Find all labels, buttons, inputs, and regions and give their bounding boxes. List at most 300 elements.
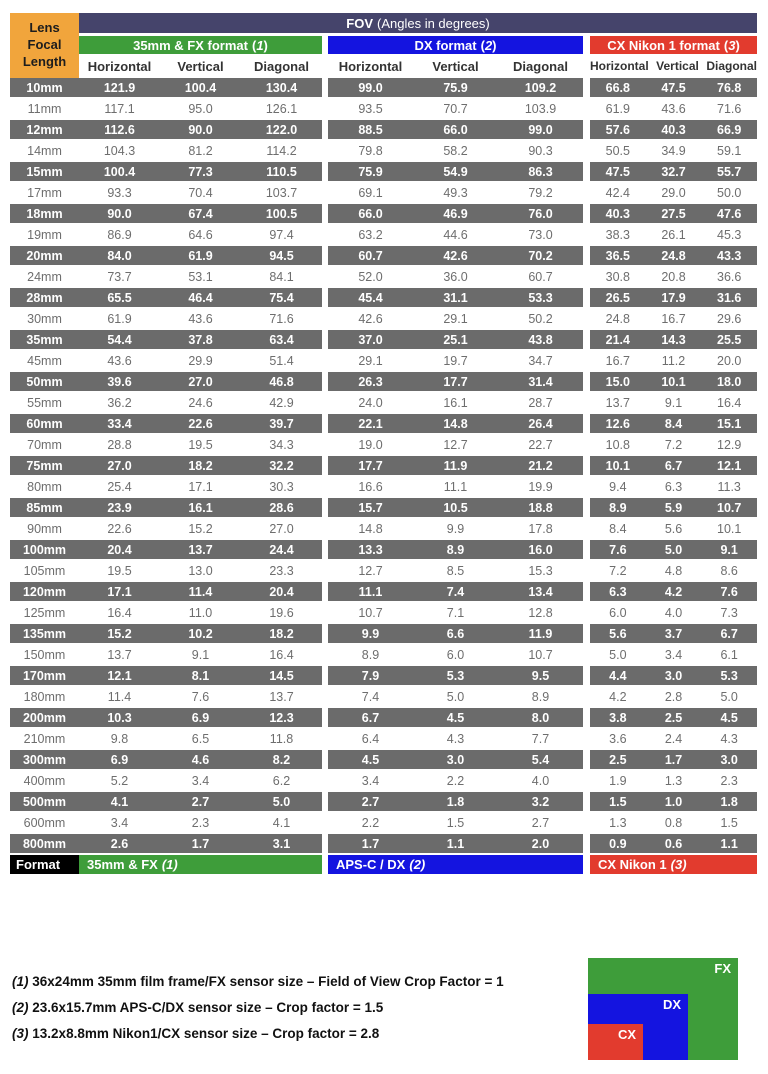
row-block-cx xyxy=(590,666,757,685)
row-block-dx xyxy=(328,330,583,349)
fov-value-cell: 97.4 xyxy=(269,227,294,242)
row-block-cx xyxy=(590,477,757,496)
row-block-dx xyxy=(328,225,583,244)
dx-header-label: DX format xyxy=(414,37,477,53)
row-block-dx xyxy=(328,141,583,160)
fov-value-cell: 73.7 xyxy=(107,269,132,284)
table-body xyxy=(10,78,757,853)
fov-value-cell: 75.9 xyxy=(443,80,468,95)
fov-value-cell: 8.1 xyxy=(191,668,210,683)
row-block-dx xyxy=(328,162,583,181)
fov-value-cell: 7.4 xyxy=(361,689,380,704)
fov-value-cell: 47.5 xyxy=(661,80,686,95)
row-block-cx xyxy=(590,645,757,664)
fov-value-cell: 12.7 xyxy=(443,437,468,452)
focal-length-cell: 70mm xyxy=(27,437,62,452)
fov-value-cell: 9.5 xyxy=(531,668,550,683)
fov-value-cell: 71.6 xyxy=(269,311,294,326)
fov-value-cell: 2.3 xyxy=(720,773,738,788)
row-block-fx xyxy=(10,162,322,181)
fov-value-cell: 6.0 xyxy=(609,605,627,620)
dx-sensor-label: DX xyxy=(662,997,681,1012)
fov-value-cell: 93.5 xyxy=(358,101,383,116)
row-block-cx xyxy=(590,225,757,244)
fov-value-cell: 79.2 xyxy=(528,185,553,200)
fov-value-cell: 57.6 xyxy=(605,122,630,137)
focal-length-cell: 15mm xyxy=(26,164,63,179)
corner-line-2: Focal xyxy=(27,37,62,53)
fov-value-cell: 100.4 xyxy=(103,164,136,179)
fov-value-cell: 12.9 xyxy=(717,437,742,452)
fov-value-cell: 5.0 xyxy=(664,542,683,557)
fov-value-cell: 2.5 xyxy=(609,752,627,767)
fov-value-cell: 50.5 xyxy=(605,143,630,158)
fov-value-cell: 90.0 xyxy=(107,206,132,221)
fov-value-cell: 7.9 xyxy=(361,668,380,683)
fov-value-cell: 3.0 xyxy=(446,752,465,767)
row-block-dx xyxy=(328,603,583,622)
row-block-fx xyxy=(10,456,322,475)
subheaders-fx xyxy=(79,59,322,74)
fov-value-cell: 1.5 xyxy=(720,815,738,830)
fov-value-cell: 11.9 xyxy=(443,458,468,473)
col-horizontal: Horizontal xyxy=(87,58,152,74)
fov-value-cell: 25.4 xyxy=(107,479,132,494)
focal-length-cell: 170mm xyxy=(22,668,67,683)
fov-value-cell: 16.6 xyxy=(358,479,383,494)
fov-value-cell: 90.0 xyxy=(188,122,213,137)
fov-value-cell: 64.6 xyxy=(188,227,213,242)
sensor-size-diagram xyxy=(588,958,738,1060)
table-header xyxy=(10,13,757,78)
fov-value-cell: 61.9 xyxy=(605,101,630,116)
row-block-dx xyxy=(328,267,583,286)
row-block-fx xyxy=(10,561,322,580)
focal-length-cell: 105mm xyxy=(23,563,66,578)
row-block-dx xyxy=(328,519,583,538)
fov-value-cell: 47.6 xyxy=(717,206,742,221)
fov-value-cell: 79.8 xyxy=(358,143,383,158)
fov-value-cell: 30.3 xyxy=(269,479,294,494)
table-row xyxy=(10,477,757,496)
row-block-dx xyxy=(328,498,583,517)
fov-value-cell: 6.3 xyxy=(609,584,627,599)
focal-length-cell: 28mm xyxy=(26,290,63,305)
focal-length-cell: 45mm xyxy=(27,353,62,368)
row-block-dx xyxy=(328,687,583,706)
fov-value-cell: 103.9 xyxy=(524,101,557,116)
fov-value-cell: 117.1 xyxy=(104,101,135,116)
fov-value-cell: 51.4 xyxy=(269,353,294,368)
row-block-fx xyxy=(10,141,322,160)
fov-value-cell: 42.6 xyxy=(443,248,468,263)
row-block-cx xyxy=(590,540,757,559)
corner-line-3: Length xyxy=(22,53,67,69)
fov-value-cell: 5.6 xyxy=(664,521,683,536)
table-row xyxy=(10,666,757,685)
fov-value-cell: 6.1 xyxy=(720,647,738,662)
fov-title-rest: (Angles in degrees) xyxy=(377,15,490,31)
fov-value-cell: 86.3 xyxy=(528,164,553,179)
row-block-dx xyxy=(328,582,583,601)
fov-value-cell: 16.4 xyxy=(269,647,294,662)
col-vertical: Vertical xyxy=(432,58,479,74)
fov-value-cell: 16.7 xyxy=(605,353,630,368)
fov-value-cell: 75.9 xyxy=(358,164,383,179)
fov-value-cell: 19.5 xyxy=(107,563,132,578)
fov-value-cell: 2.7 xyxy=(531,815,550,830)
fov-value-cell: 33.4 xyxy=(107,416,132,431)
row-block-cx xyxy=(590,498,757,517)
fov-value-cell: 27.0 xyxy=(107,458,132,473)
fov-value-cell: 34.3 xyxy=(269,437,294,452)
row-block-dx xyxy=(328,813,583,832)
fov-value-cell: 21.4 xyxy=(605,332,630,347)
fov-value-cell: 6.4 xyxy=(361,731,380,746)
fov-value-cell: 45.4 xyxy=(358,290,383,305)
row-block-cx xyxy=(590,813,757,832)
row-block-dx xyxy=(328,246,583,265)
fov-value-cell: 12.7 xyxy=(358,563,383,578)
fov-value-cell: 7.2 xyxy=(664,437,683,452)
fov-value-cell: 46.4 xyxy=(188,290,213,305)
fov-value-cell: 2.4 xyxy=(664,731,683,746)
fov-value-cell: 8.6 xyxy=(720,563,738,578)
table-row xyxy=(10,729,757,748)
fov-value-cell: 16.0 xyxy=(528,542,553,557)
fov-value-cell: 3.2 xyxy=(531,794,550,809)
fov-title-bar xyxy=(79,13,757,33)
table-row xyxy=(10,393,757,412)
focal-length-cell: 90mm xyxy=(27,521,62,536)
fov-value-cell: 17.7 xyxy=(358,458,383,473)
fov-value-cell: 10.7 xyxy=(717,500,742,515)
footnotes xyxy=(12,974,504,1052)
fov-value-cell: 7.4 xyxy=(446,584,465,599)
fov-value-cell: 21.2 xyxy=(528,458,553,473)
row-block-fx xyxy=(10,78,322,97)
row-block-dx xyxy=(328,435,583,454)
fov-value-cell: 54.9 xyxy=(443,164,468,179)
fov-value-cell: 50.0 xyxy=(717,185,742,200)
fov-value-cell: 110.5 xyxy=(266,164,297,179)
fov-value-cell: 7.3 xyxy=(720,605,738,620)
focal-length-cell: 300mm xyxy=(22,752,67,767)
fov-value-cell: 20.8 xyxy=(661,269,686,284)
fov-value-cell: 25.1 xyxy=(443,332,468,347)
fov-value-cell: 19.6 xyxy=(269,605,294,620)
fov-value-cell: 3.8 xyxy=(609,710,627,725)
fov-value-cell: 36.6 xyxy=(717,269,742,284)
focal-length-cell: 180mm xyxy=(23,689,66,704)
fov-value-cell: 15.3 xyxy=(528,563,553,578)
fov-value-cell: 10.1 xyxy=(605,458,630,473)
table-row xyxy=(10,750,757,769)
fov-value-cell: 53.3 xyxy=(528,290,553,305)
col-vertical: Vertical xyxy=(656,59,699,73)
format-header-row xyxy=(79,36,757,54)
fov-value-cell: 38.3 xyxy=(605,227,630,242)
fov-value-cell: 18.0 xyxy=(717,374,742,389)
fov-value-cell: 70.7 xyxy=(443,101,468,116)
fov-value-cell: 12.1 xyxy=(107,668,132,683)
row-block-cx xyxy=(590,771,757,790)
fov-value-cell: 2.6 xyxy=(110,836,129,851)
fov-value-cell: 4.5 xyxy=(361,752,380,767)
row-block-cx xyxy=(590,288,757,307)
table-row xyxy=(10,309,757,328)
table-row xyxy=(10,288,757,307)
fov-value-cell: 2.2 xyxy=(446,773,465,788)
fov-value-cell: 13.4 xyxy=(528,584,553,599)
corner-line-1: Lens xyxy=(29,20,60,36)
focal-length-cell: 18mm xyxy=(26,206,63,221)
fov-value-cell: 43.8 xyxy=(528,332,553,347)
row-block-fx xyxy=(10,204,322,223)
fov-value-cell: 34.7 xyxy=(528,353,553,368)
row-block-cx xyxy=(590,582,757,601)
fov-value-cell: 59.1 xyxy=(717,143,742,158)
focal-length-cell: 35mm xyxy=(26,332,63,347)
fov-value-cell: 5.3 xyxy=(446,668,465,683)
fov-value-cell: 7.7 xyxy=(531,731,550,746)
col-diagonal: Diagonal xyxy=(706,59,757,73)
fov-value-cell: 13.7 xyxy=(188,542,213,557)
fov-value-cell: 99.0 xyxy=(528,122,553,137)
fov-value-cell: 86.9 xyxy=(107,227,132,242)
row-block-cx xyxy=(590,456,757,475)
focal-length-cell: 24mm xyxy=(27,269,62,284)
fov-value-cell: 26.5 xyxy=(605,290,630,305)
col-diagonal: Diagonal xyxy=(254,58,309,74)
cx-sensor-rect xyxy=(588,1024,643,1060)
fov-value-cell: 4.8 xyxy=(664,563,683,578)
fov-value-cell: 4.5 xyxy=(446,710,465,725)
fov-value-cell: 7.6 xyxy=(720,584,738,599)
fov-value-cell: 8.9 xyxy=(446,542,465,557)
fov-value-cell: 24.8 xyxy=(661,248,686,263)
row-block-cx xyxy=(590,729,757,748)
fov-value-cell: 2.3 xyxy=(191,815,210,830)
fov-value-cell: 104.3 xyxy=(103,143,136,158)
fov-value-cell: 11.1 xyxy=(443,479,468,494)
fov-value-cell: 14.3 xyxy=(661,332,686,347)
row-block-cx xyxy=(590,141,757,160)
row-block-fx xyxy=(10,330,322,349)
table-row xyxy=(10,771,757,790)
fov-value-cell: 3.4 xyxy=(191,773,210,788)
fov-value-cell: 42.4 xyxy=(605,185,630,200)
fov-value-cell: 17.1 xyxy=(188,479,213,494)
fov-value-cell: 81.2 xyxy=(188,143,213,158)
fov-value-cell: 122.0 xyxy=(265,122,298,137)
row-block-dx xyxy=(328,414,583,433)
fov-value-cell: 23.9 xyxy=(107,500,132,515)
fov-value-cell: 6.2 xyxy=(272,773,291,788)
fov-value-cell: 24.6 xyxy=(188,395,213,410)
row-block-dx xyxy=(328,183,583,202)
fov-value-cell: 37.0 xyxy=(358,332,383,347)
fov-value-cell: 2.2 xyxy=(361,815,380,830)
fov-value-cell: 73.0 xyxy=(528,227,553,242)
fov-value-cell: 20.4 xyxy=(269,584,294,599)
cx-sensor-label: CX xyxy=(617,1027,636,1042)
row-block-dx xyxy=(328,78,583,97)
fov-value-cell: 28.8 xyxy=(107,437,132,452)
row-block-dx xyxy=(328,372,583,391)
fov-value-cell: 6.6 xyxy=(446,626,465,641)
fov-value-cell: 2.8 xyxy=(664,689,683,704)
fov-value-cell: 13.7 xyxy=(269,689,294,704)
row-block-fx xyxy=(10,813,322,832)
fov-value-cell: 8.0 xyxy=(531,710,550,725)
focal-length-cell: 125mm xyxy=(23,605,66,620)
fov-value-cell: 5.0 xyxy=(446,689,465,704)
fov-value-cell: 7.6 xyxy=(191,689,210,704)
focal-length-cell: 14mm xyxy=(27,143,62,158)
fov-value-cell: 45.3 xyxy=(717,227,742,242)
row-block-fx xyxy=(10,750,322,769)
fov-value-cell: 84.1 xyxy=(269,269,294,284)
table-row xyxy=(10,351,757,370)
row-block-fx xyxy=(10,540,322,559)
fov-value-cell: 6.9 xyxy=(110,752,129,767)
fov-value-cell: 10.7 xyxy=(358,605,383,620)
fov-value-cell: 31.4 xyxy=(528,374,553,389)
fov-value-cell: 109.2 xyxy=(524,80,557,95)
fov-value-cell: 5.6 xyxy=(609,626,627,641)
footnote-1: (1) 36x24mm 35mm film frame/FX sensor size – Field of View Crop Factor = 1 xyxy=(12,974,504,989)
fov-value-cell: 55.7 xyxy=(717,164,742,179)
footnote-2: (2) 23.6x15.7mm APS-C/DX sensor size – Crop factor = 1.5 xyxy=(12,1000,384,1015)
table-row xyxy=(10,498,757,517)
focal-length-cell: 85mm xyxy=(26,500,63,515)
focal-length-cell: 50mm xyxy=(26,374,63,389)
fov-value-cell: 15.1 xyxy=(717,416,742,431)
fov-value-cell: 10.2 xyxy=(188,626,213,641)
fov-value-cell: 14.8 xyxy=(358,521,383,536)
fov-value-cell: 19.5 xyxy=(188,437,213,452)
row-block-dx xyxy=(328,561,583,580)
focal-length-cell: 19mm xyxy=(27,227,62,242)
fov-value-cell: 10.1 xyxy=(717,521,742,536)
fov-value-cell: 0.6 xyxy=(664,836,683,851)
fov-value-cell: 14.8 xyxy=(443,416,468,431)
fov-value-cell: 39.7 xyxy=(269,416,294,431)
row-block-cx xyxy=(590,183,757,202)
fov-value-cell: 28.7 xyxy=(528,395,553,410)
table-row xyxy=(10,582,757,601)
fov-value-cell: 0.9 xyxy=(609,836,627,851)
focal-length-cell: 150mm xyxy=(23,647,66,662)
fov-value-cell: 126.1 xyxy=(265,101,298,116)
format-footer-cx: CX Nikon 1 (3) xyxy=(590,855,757,874)
focal-length-cell: 210mm xyxy=(23,731,66,746)
format-footer-dx: APS-C / DX (2) xyxy=(328,855,583,874)
fov-value-cell: 10.8 xyxy=(605,437,630,452)
fov-value-cell: 53.1 xyxy=(188,269,213,284)
fov-value-cell: 112.6 xyxy=(104,122,135,137)
fov-value-cell: 94.5 xyxy=(269,248,294,263)
row-block-fx xyxy=(10,687,322,706)
fov-value-cell: 27.0 xyxy=(188,374,213,389)
fov-value-cell: 29.0 xyxy=(661,185,686,200)
fov-value-cell: 50.2 xyxy=(528,311,553,326)
fov-value-cell: 18.2 xyxy=(269,626,294,641)
fov-value-cell: 99.0 xyxy=(358,80,383,95)
fov-value-cell: 8.9 xyxy=(609,500,627,515)
format-group-header-dx: DX format (2) xyxy=(328,36,583,54)
fov-value-cell: 3.4 xyxy=(361,773,380,788)
row-block-fx xyxy=(10,708,322,727)
col-horizontal: Horizontal xyxy=(590,59,649,73)
fov-value-cell: 7.1 xyxy=(446,605,465,620)
fov-value-cell: 11.1 xyxy=(358,584,383,599)
fov-value-cell: 54.4 xyxy=(107,332,132,347)
row-block-dx xyxy=(328,288,583,307)
fov-value-cell: 44.6 xyxy=(443,227,468,242)
fov-value-cell: 1.0 xyxy=(664,794,683,809)
fov-value-cell: 63.2 xyxy=(358,227,383,242)
table-row xyxy=(10,792,757,811)
fov-value-cell: 12.3 xyxy=(269,710,294,725)
fov-value-cell: 4.0 xyxy=(664,605,683,620)
fov-value-cell: 2.0 xyxy=(531,836,550,851)
fov-value-cell: 0.8 xyxy=(664,815,683,830)
fov-value-cell: 88.5 xyxy=(358,122,383,137)
row-block-cx xyxy=(590,435,757,454)
fov-value-cell: 24.8 xyxy=(605,311,630,326)
row-block-fx xyxy=(10,372,322,391)
row-block-fx xyxy=(10,498,322,517)
row-block-fx xyxy=(10,666,322,685)
table-row xyxy=(10,813,757,832)
fov-value-cell: 17.1 xyxy=(107,584,132,599)
row-block-fx xyxy=(10,267,322,286)
table-row xyxy=(10,99,757,118)
fov-value-cell: 11.9 xyxy=(528,626,553,641)
fov-value-cell: 12.1 xyxy=(717,458,742,473)
fov-value-cell: 70.2 xyxy=(528,248,553,263)
fov-value-cell: 1.1 xyxy=(446,836,465,851)
fov-value-cell: 60.7 xyxy=(528,269,553,284)
table-row xyxy=(10,645,757,664)
fov-value-cell: 13.7 xyxy=(605,395,630,410)
table-row xyxy=(10,330,757,349)
fov-value-cell: 37.8 xyxy=(188,332,213,347)
fov-value-cell: 60.7 xyxy=(358,248,383,263)
fov-value-cell: 1.9 xyxy=(609,773,627,788)
table-row xyxy=(10,78,757,97)
fov-value-cell: 1.3 xyxy=(609,815,627,830)
row-block-cx xyxy=(590,561,757,580)
row-block-dx xyxy=(328,351,583,370)
fov-value-cell: 26.1 xyxy=(661,227,686,242)
row-block-dx xyxy=(328,309,583,328)
focal-length-cell: 500mm xyxy=(22,794,67,809)
fov-value-cell: 8.4 xyxy=(664,416,683,431)
row-block-fx xyxy=(10,519,322,538)
table-row xyxy=(10,141,757,160)
fov-value-cell: 66.0 xyxy=(358,206,383,221)
row-block-dx xyxy=(328,771,583,790)
fov-value-cell: 5.9 xyxy=(664,500,683,515)
table-row xyxy=(10,225,757,244)
row-block-cx xyxy=(590,834,757,853)
fov-value-cell: 42.6 xyxy=(358,311,383,326)
fov-value-cell: 71.6 xyxy=(717,101,742,116)
fov-value-cell: 11.4 xyxy=(107,689,132,704)
